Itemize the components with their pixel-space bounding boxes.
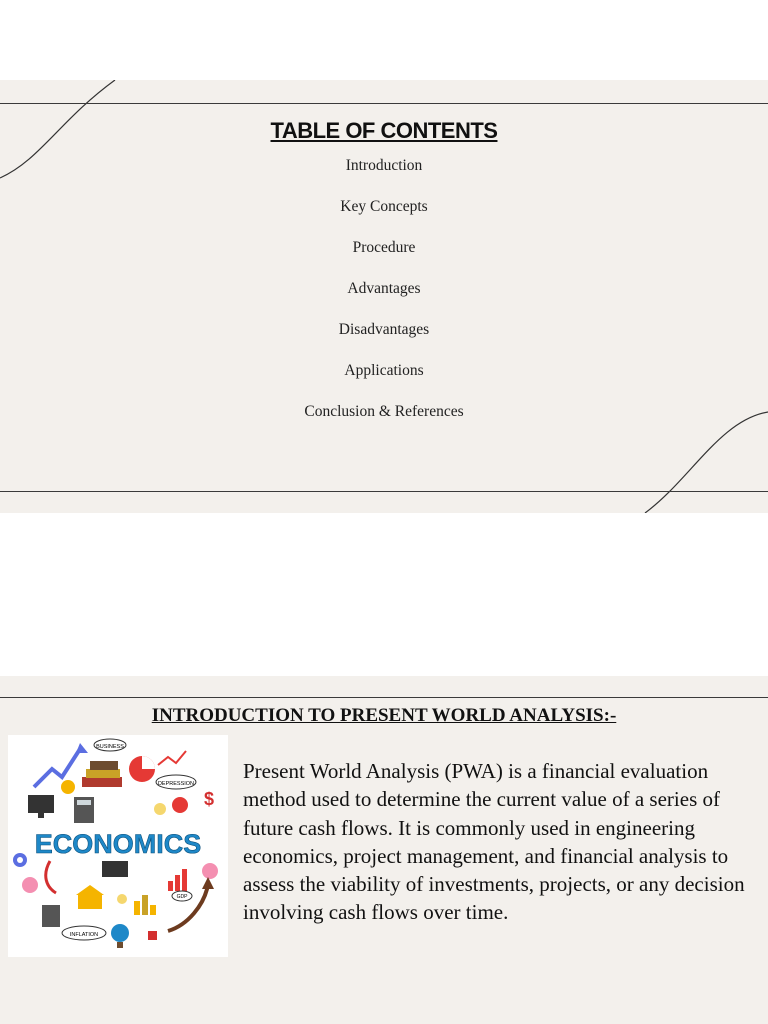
bulb-icon [154, 803, 166, 815]
coin-icon [61, 780, 75, 794]
gdp-label: GDP [176, 894, 188, 900]
table-of-contents-slide [0, 80, 768, 513]
globe-icon [111, 924, 129, 942]
books-icon [82, 777, 122, 787]
dollar-icon: $ [204, 789, 215, 809]
pie-chart-small-icon [172, 797, 188, 813]
toc-item-disadvantages: Disadvantages [338, 321, 430, 338]
toc-item-key-concepts: Key Concepts [340, 198, 428, 215]
building-icon [134, 901, 140, 915]
line-chart-icon [158, 751, 186, 765]
toc-item-introduction: Introduction [345, 157, 423, 174]
puzzle-icon [148, 931, 157, 940]
top-rule [0, 103, 768, 104]
top-rule [0, 697, 768, 698]
intro-body: Present World Analysis (PWA) is a financial evaluation method used to determine the current value of a series of future cash flows. It is commonly used in engineering economics, project management, and financial analysis to assess the viability of investments, projects, or any decision involving cash flows over time. [243, 759, 745, 925]
inflation-label: INFLATION [69, 932, 99, 938]
calculator-small-icon [42, 905, 60, 927]
bank-icon [76, 885, 104, 895]
brain-right-icon [202, 863, 218, 879]
monitor-icon [28, 795, 54, 813]
brain-icon [22, 877, 38, 893]
toc-item-procedure: Procedure [352, 239, 416, 256]
bottom-rule [0, 491, 768, 492]
trend-arrow-icon [34, 749, 80, 787]
curved-arrow-icon [46, 861, 56, 893]
lightbulb-icon [117, 894, 127, 904]
business-label: BUSINESS [96, 744, 124, 750]
toc-item-conclusion: Conclusion & References [304, 403, 464, 420]
toc-item-applications: Applications [344, 362, 424, 379]
monitor-small-icon [102, 861, 128, 877]
intro-title: INTRODUCTION TO PRESENT WORLD ANALYSIS:- [151, 705, 617, 726]
introduction-slide [0, 676, 768, 1024]
economics-collage [8, 735, 228, 957]
depression-label: DEPRESSION [157, 781, 195, 787]
toc-title: TABLE OF CONTENTS [270, 118, 498, 143]
bar-chart-icon [168, 881, 173, 891]
toc-list [0, 156, 768, 443]
toc-item-advantages: Advantages [347, 280, 421, 297]
economics-illustration [8, 735, 228, 957]
economics-word: ECONOMICS [34, 829, 202, 859]
